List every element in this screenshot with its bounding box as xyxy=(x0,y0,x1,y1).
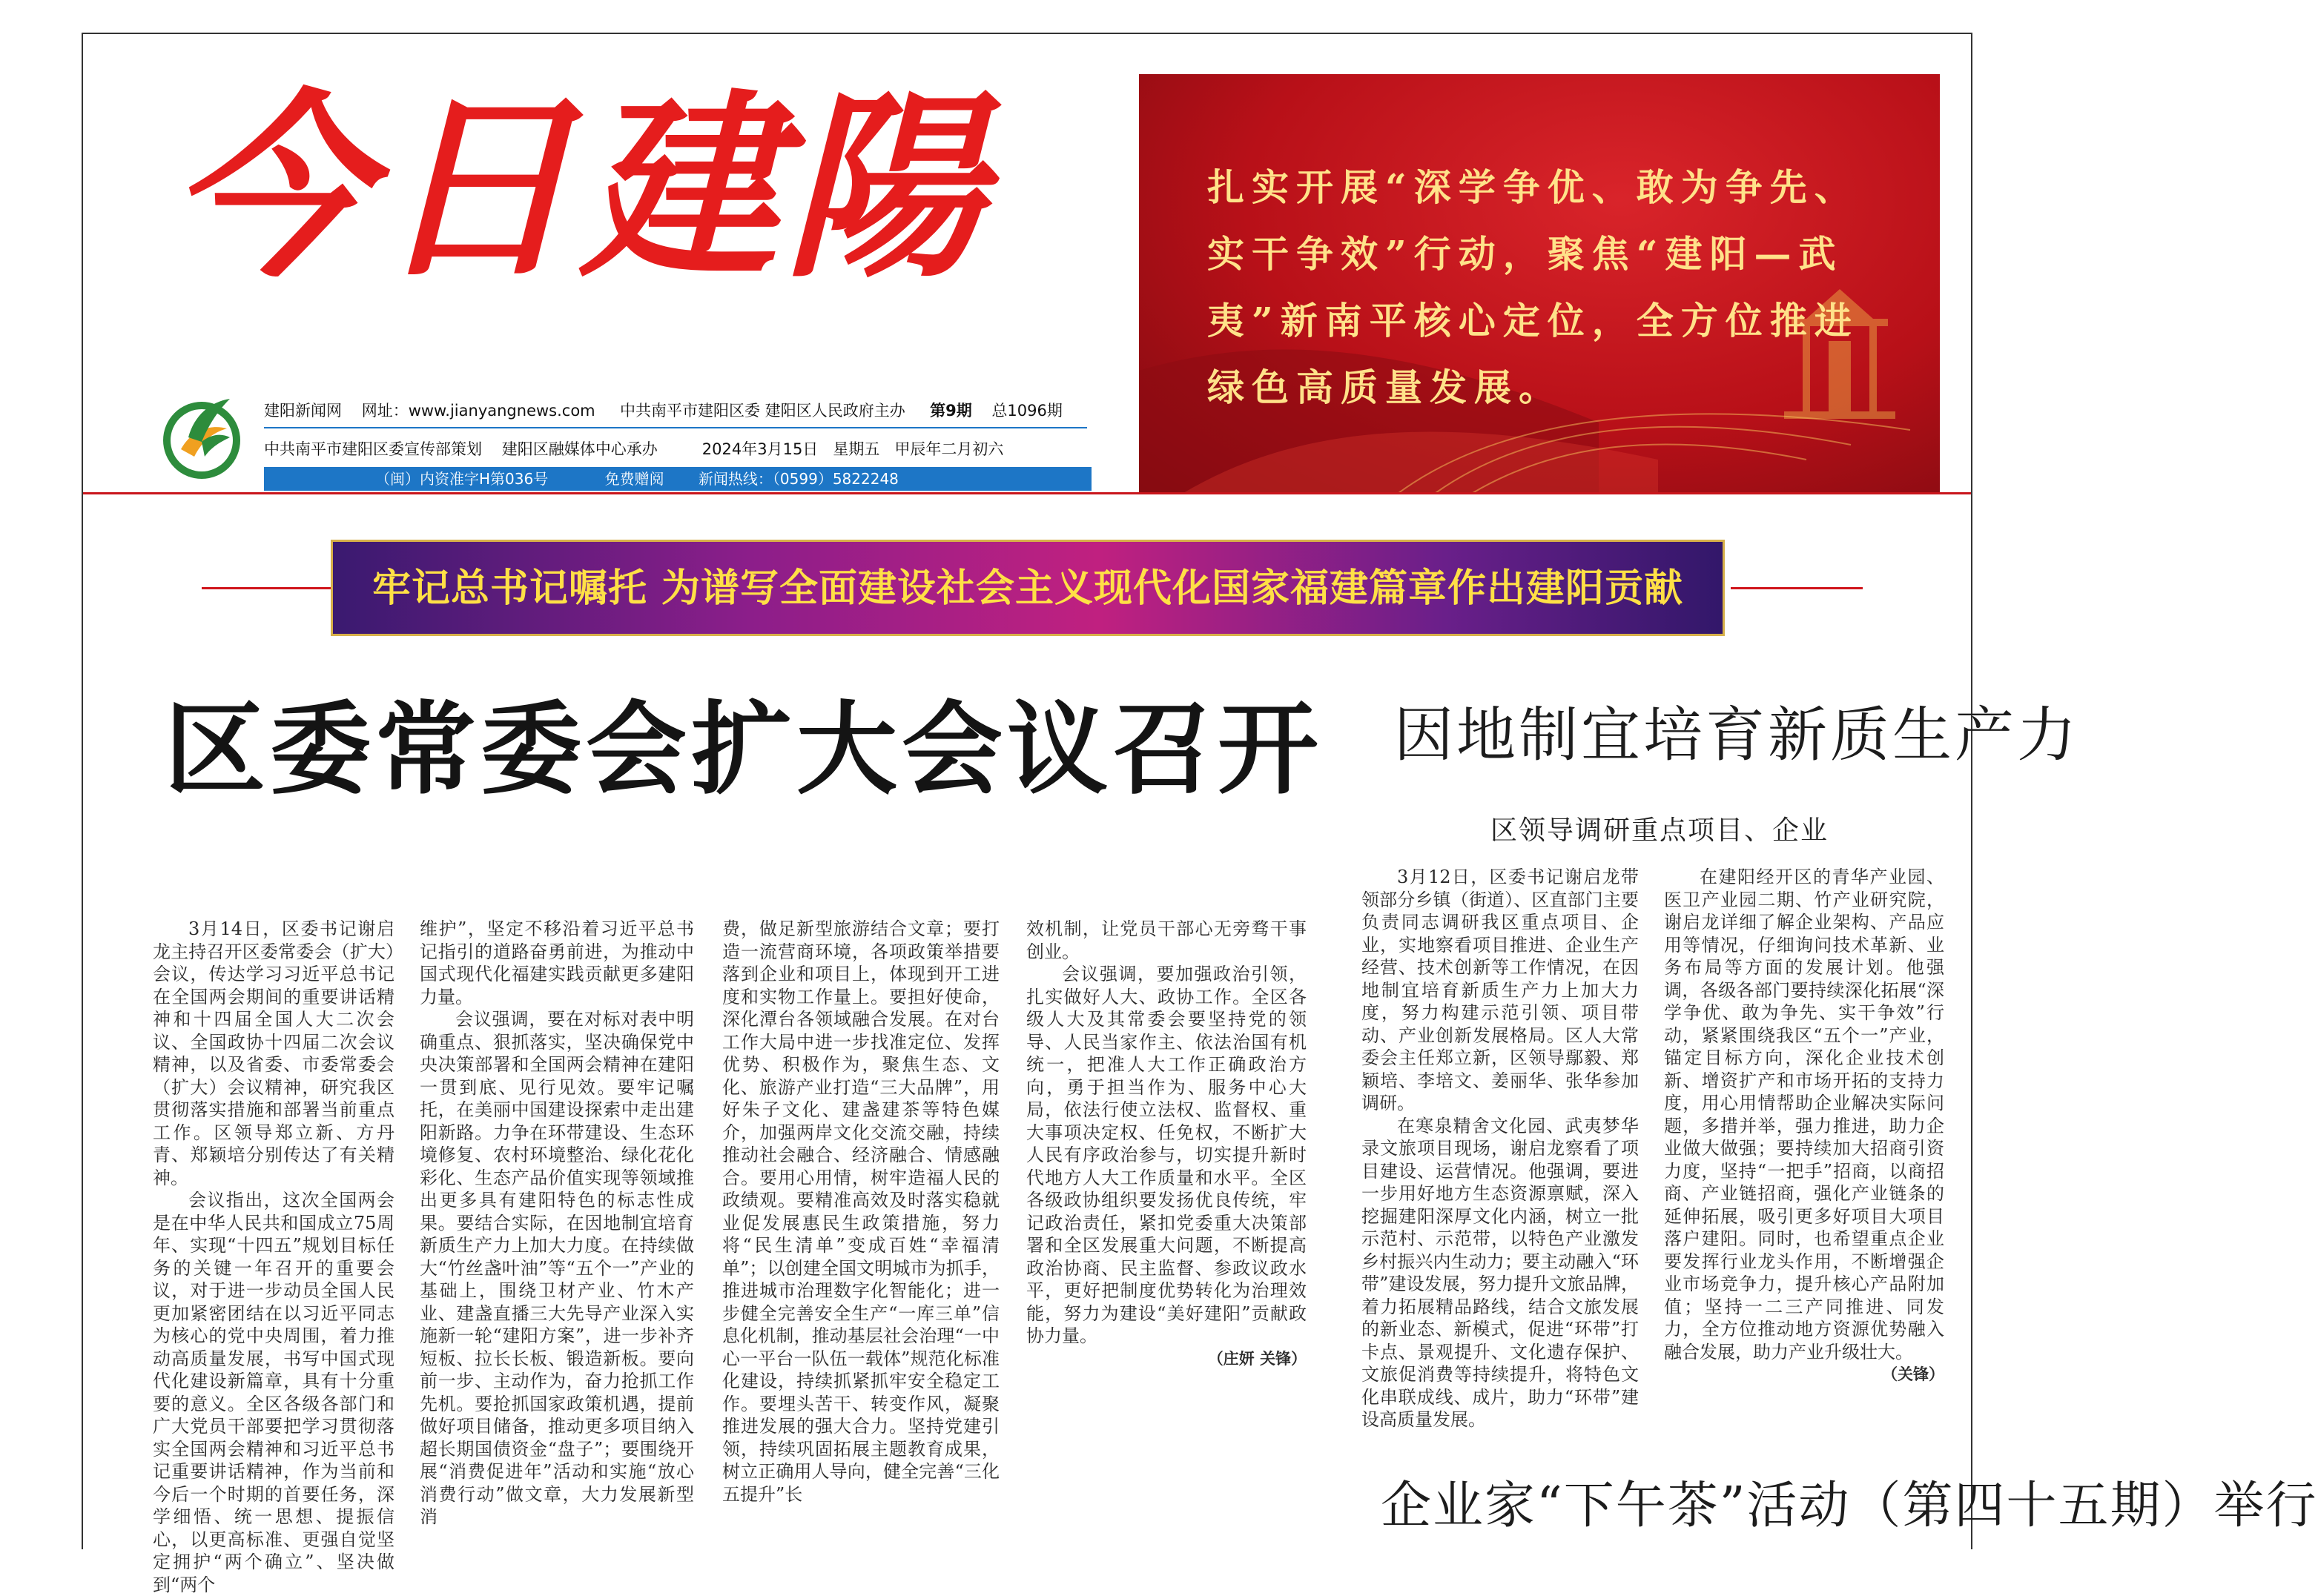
weekday: 星期五 xyxy=(833,440,880,458)
slogan-text: 牢记总书记嘱托 为谱写全面建设社会主义现代化国家福建篇章作出建阳贡献 xyxy=(372,566,1684,611)
article1-column-2 xyxy=(420,918,694,1526)
lunar-date: 甲辰年二月初六 xyxy=(894,440,1004,458)
article2-headline: 因地制宜培育新质生产力 xyxy=(1394,701,2079,769)
masthead-rule xyxy=(83,492,1971,494)
article1-column-1 xyxy=(153,918,394,1595)
slogan-rule-right xyxy=(1731,587,1863,589)
paragraph: 在建阳经开区的青华产业园、医卫产业园二期、竹产业研究院，谢启龙详细了解企业架构、产品应用等情况，仔细询问技术革新、业务布局等方面的发展计划。他强调，各级各部门要持续深化拓展“深学争优、敢为争先、实干争效”行动，紧紧围绕我区“五个一”产业，锚定目标方向，深化企业技术创新、增资扩产和市场开拓的支持力度，用心用情帮助企业解决实际问题，多措并举，强力推进，助力企业做大做强；要持续加大招商引资力度，坚持“一把手”招商，以商招商、产业链招商，强化产业链条的延伸拓展，吸引更多好项目大项目落户建阳。同时，也希望重点企业要发挥行业龙头作用，不断增强企业市场竞争力，提升核心产品附加值；坚持一二三产同推进、同发力，全方位推动地方资源优势融入融合发展，助力产业升级壮大。 xyxy=(1664,867,1944,1362)
info-line-2 xyxy=(264,437,1003,460)
slogan-rule-left xyxy=(202,587,334,589)
paragraph: 会议指出，这次全国两会是在中华人民共和国成立75周年、实现“十四五”规划目标任务的关键一年召开的重要会议，对于进一步动员全国人民更加紧密团结在以习近平同志为核心的党中央周围，着力推动高质量发展，书写中国式现代化建设新篇章，具有十分重要的意义。全区各级各部门和广大党员干部要把学习贯彻落实全国两会精神和习近平总书记重要讲话精神，作为当前和今后一个时期的首要任务，深学细悟、统一思想、提振信心，以更高标准、更强自觉坚定拥护“两个确立”、坚决做到“两个 xyxy=(153,1190,394,1595)
byline: （庄妍 关锋） xyxy=(1207,1348,1307,1368)
site-name: 建阳新闻网 xyxy=(264,402,342,420)
site-url[interactable]: www.jianyangnews.com xyxy=(408,402,595,420)
info-divider xyxy=(264,427,1087,428)
info-bar xyxy=(264,467,1092,491)
total-issue: 总1096期 xyxy=(991,402,1063,420)
free-label: 免费赠阅 xyxy=(604,470,664,488)
masthead-title: 今日建陽 xyxy=(171,71,989,305)
info-line-1 xyxy=(264,399,1063,421)
article3-headline: 企业家“下午茶”活动（第四十五期）举行 xyxy=(1381,1477,2318,1535)
paragraph: 维护”，坚定不移沿着习近平总书记指引的道路奋勇前进，为推动中国式现代化福建实践贡献更多建阳力量。 xyxy=(420,918,694,1007)
issue-date: 2024年3月15日 xyxy=(701,440,819,458)
main-headline: 区委常委会扩大会议召开 xyxy=(165,692,1323,809)
article2-column-2 xyxy=(1664,866,1944,1429)
url-label: 网址： xyxy=(361,402,409,420)
article1-column-4 xyxy=(1026,918,1307,1526)
byline: （关锋） xyxy=(1882,1365,1944,1383)
hotline: 新闻热线：（0599）5822248 xyxy=(698,470,899,488)
sponsor: 中共南平市建阳区委 建阳区人民政府主办 xyxy=(620,402,905,420)
paragraph: 效机制，让党员干部心无旁骛干事创业。 xyxy=(1026,918,1307,962)
article2-column-1 xyxy=(1361,866,1639,1429)
permit-number: （闽）内资准字H第036号 xyxy=(375,470,549,488)
producer: 建阳区融媒体中心承办 xyxy=(501,440,658,458)
article2-subhead: 区领导调研重点项目、企业 xyxy=(1490,815,1829,846)
paragraph: 会议强调，要在对标对表中明确重点、狠抓落实，坚决确保党中央决策部署和全国两会精神在建阳一贯到底、见行见效。要牢记嘱托，在美丽中国建设探索中走出建阳新路。力争在环带建设、生态环境修复、农村环境整治、绿化花化彩化、生态产品价值实现等领域推出更多具有建阳特色的标志性成果。要结合实际，在因地制宜培育新质生产力上加大力度。在持续做大“竹丝盏叶油”等“五个一”产业的基础上，围绕卫材产业、竹木产业、建盏直播三大先导产业深入实施新一轮“建阳方案”，进一步补齐短板、拉长长板、锻造新板。要向前一步、主动作为，奋力抢抓工作先机。要抢抓国家政策机遇，提前做好项目储备，推动更多项目纳入超长期国债资金“盘子”；要围绕开展“消费促进年”活动和实施“放心消费行动”做文章，大力发展新型消 xyxy=(420,1009,694,1527)
paragraph: 3月12日，区委书记谢启龙带领部分乡镇（街道）、区直部门主要负责同志调研我区重点项目、企业，实地察看项目推进、企业生产经营、技术创新等工作情况，在因地制宜培育新质生产力上加大力度，努力构建示范引领、项目带动、产业创新发展格局。区人大常委会主任郑立新，区领导鄢毅、郑颖培、李培文、姜丽华、张华参加调研。 xyxy=(1361,867,1639,1113)
issue-number: 第9期 xyxy=(930,402,972,420)
paragraph: 会议强调，要加强政治引领，扎实做好人大、政协工作。全区各级人大及其常委会要坚持党的领导、人民当家作主、依法治国有机统一，把准人大工作正确政治方向，勇于担当作为、服务中心大局，依法行使立法权、监督权、重大事项决定权、任免权，不断扩大人民有序政治参与，切实提升新时代地方人大工作质量和水平。全区各级政协组织要发扬优良传统，牢记政治责任，紧扣党委重大决策部署和全区发展重大问题，不断提高政治协商、民主监督、参政议政水平，更好把制度优势转化为治理效能，努力为建设“美好建阳”贡献政协力量。 xyxy=(1026,964,1307,1346)
paragraph: 3月14日，区委书记谢启龙主持召开区委常委会（扩大）会议，传达学习习近平总书记在全国两会期间的重要讲话精神和十四届全国人大二次会议、全国政协十四届二次会议精神，以及省委、市委常委会（扩大）会议精神，研究我区贯彻落实措施和部署当前重点工作。区领导郑立新、方丹青、郑颖培分别传达了有关精神。 xyxy=(153,918,394,1188)
planner: 中共南平市建阳区委宣传部策划 xyxy=(264,440,482,458)
paragraph: 在寒泉精舍文化园、武夷梦华录文旅项目现场，谢启龙察看了项目建设、运营情况。他强调，要进一步用好地方生态资源禀赋，深入挖掘建阳深厚文化内涵，树立一批示范村、示范带，以特色产业激发乡村振兴内生动力；要主动融入“环带”建设发展，努力提升文旅品牌，着力拓展精品路线，结合文旅发展的新业态、新模式，促进“环带”打卡点、景观提升、文化遗存保护、文旅促消费等持续提升，将特色文化串联成线、成片，助力“环带”建设高质量发展。 xyxy=(1361,1115,1639,1430)
article1-column-3 xyxy=(722,918,1000,1526)
paragraph: 费，做足新型旅游结合文章；要打造一流营商环境，各项政策举措要落到企业和项目上，体现到开工进度和实物工作量上。要担好使命，深化潭台各领域融合发展。在对台工作大局中进一步找准定位、发挥优势、积极作为，聚焦生态、文化、旅游产业打造“三大品牌”，用好朱子文化、建盏建茶等特色媒介，加强两岸文化交流交融，持续推动社会融合、经济融合、情感融合。要用心用情，树牢造福人民的政绩观。要精准高效及时落实稳就业促发展惠民生政策措施，努力将“民生清单”变成百姓“幸福清单”；以创建全国文明城市为抓手，推进城市治理数字化智能化；进一步健全完善安全生产“一库三单”信息化机制，推动基层社会治理“一中心一平台一队伍一载体”规范化标准化建设，持续抓紧抓牢安全稳定工作。要埋头苦干、转变作风，凝聚推进发展的强大合力。坚持党建引领，持续巩固拓展主题教育成果，树立正确用人导向，健全完善“三化五提升”长 xyxy=(722,918,1000,1505)
banner-slogan: 扎实开展“深学争优、敢为争先、实干争效”行动，聚焦“建阳—武夷”新南平核心定位，全方位推进绿色高质量发展。 xyxy=(1207,165,1859,409)
logo-icon xyxy=(159,385,245,482)
